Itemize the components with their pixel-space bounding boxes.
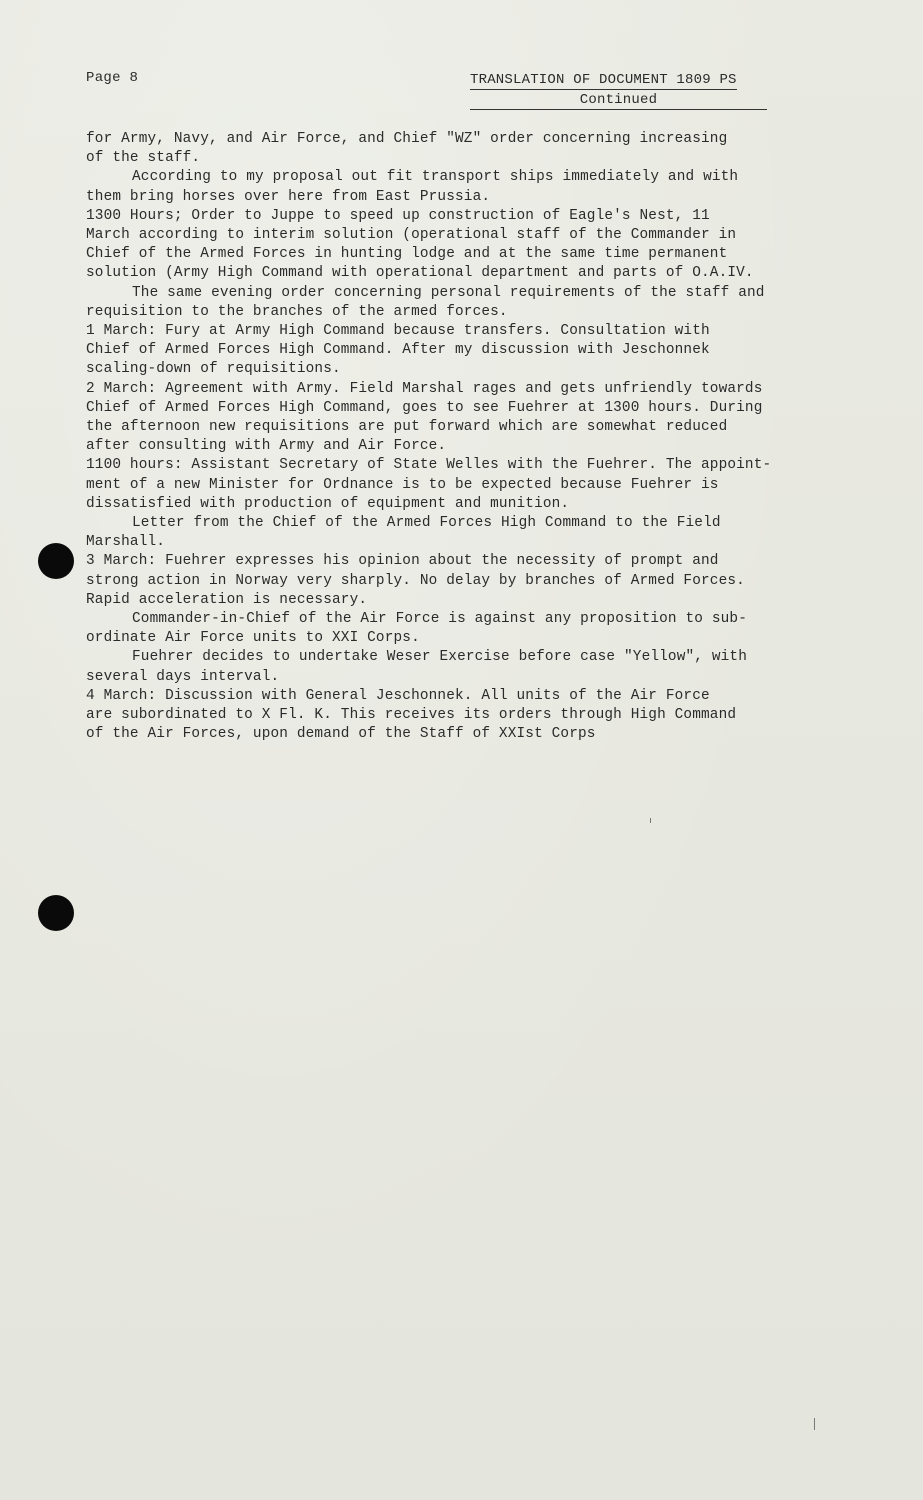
page-number: Page 8 (86, 70, 139, 86)
text-line: According to my proposal out fit transport ships immediately and with (132, 169, 739, 186)
text-line: 1100 hours: Assistant Secretary of State Welles with the Fuehrer. The appoint- (86, 457, 772, 474)
paper-mark (814, 1418, 815, 1430)
text-line: scaling-down of requisitions. (86, 361, 341, 378)
text-line: dissatisfied with production of equipment and munition. (86, 495, 570, 512)
text-line: for Army, Navy, and Air Force, and Chief "WZ" order concerning increasing (86, 131, 728, 147)
text-line: 1 March: Fury at Army High Command because transfers. Consultation with (86, 323, 710, 340)
punch-hole (38, 543, 74, 579)
text-line: solution (Army High Command with operational department and parts of O.A.IV. (86, 265, 754, 282)
text-line: March according to interim solution (operational staff of the Commander in (86, 227, 737, 244)
text-line: Marshall. (86, 534, 166, 551)
text-line: Chief of the Armed Forces in hunting lodge and at the same time permanent (86, 246, 728, 263)
text-line: 4 March: Discussion with General Jeschonnek. All units of the Air Force (86, 687, 710, 704)
paper-mark (650, 818, 651, 823)
text-line: The same evening order concerning personal requirements of the staff and (132, 284, 765, 301)
text-line: 3 March: Fuehrer expresses his opinion about the necessity of prompt and (86, 553, 719, 570)
text-line: Fuehrer decides to undertake Weser Exercise before case "Yellow", with (132, 649, 748, 666)
text-line: 2 March: Agreement with Army. Field Marshal rages and gets unfriendly towards (86, 380, 763, 397)
text-line: ment of a new Minister for Ordnance is to be expected because Fuehrer is (86, 476, 719, 493)
text-line: several days interval. (86, 668, 280, 685)
text-line: 1300 Hours; Order to Juppe to speed up construction of Eagle's Nest, 11 (86, 207, 710, 224)
punch-hole (38, 895, 74, 931)
document-body (86, 130, 846, 745)
text-line: after consulting with Army and Air Force. (86, 438, 447, 455)
text-line: Rapid acceleration is necessary. (86, 591, 368, 608)
text-line: ordinate Air Force units to XXI Corps. (86, 630, 420, 647)
text-line: Chief of Armed Forces High Command, goes to see Fuehrer at 1300 hours. During (86, 399, 763, 416)
text-line: Letter from the Chief of the Armed Forces High Command to the Field (132, 515, 721, 532)
text-line: requisition to the branches of the armed forces. (86, 303, 508, 320)
header-subtitle: Continued (470, 92, 767, 110)
document-header (470, 72, 770, 110)
text-line: of the Air Forces, upon demand of the Staff of XXIst Corps (86, 726, 596, 743)
text-line: Commander-in-Chief of the Air Force is against any proposition to sub- (132, 611, 748, 628)
text-line: them bring horses over here from East Prussia. (86, 188, 491, 205)
header-title: TRANSLATION OF DOCUMENT 1809 PS (470, 72, 737, 88)
text-line: of the staff. (86, 150, 201, 167)
text-line: strong action in Norway very sharply. No delay by branches of Armed Forces. (86, 572, 745, 589)
text-line: Chief of Armed Forces High Command. After my discussion with Jeschonnek (86, 342, 710, 359)
text-line: are subordinated to X Fl. K. This receives its orders through High Command (86, 707, 737, 724)
text-line: the afternoon new requisitions are put forward which are somewhat reduced (86, 419, 728, 436)
